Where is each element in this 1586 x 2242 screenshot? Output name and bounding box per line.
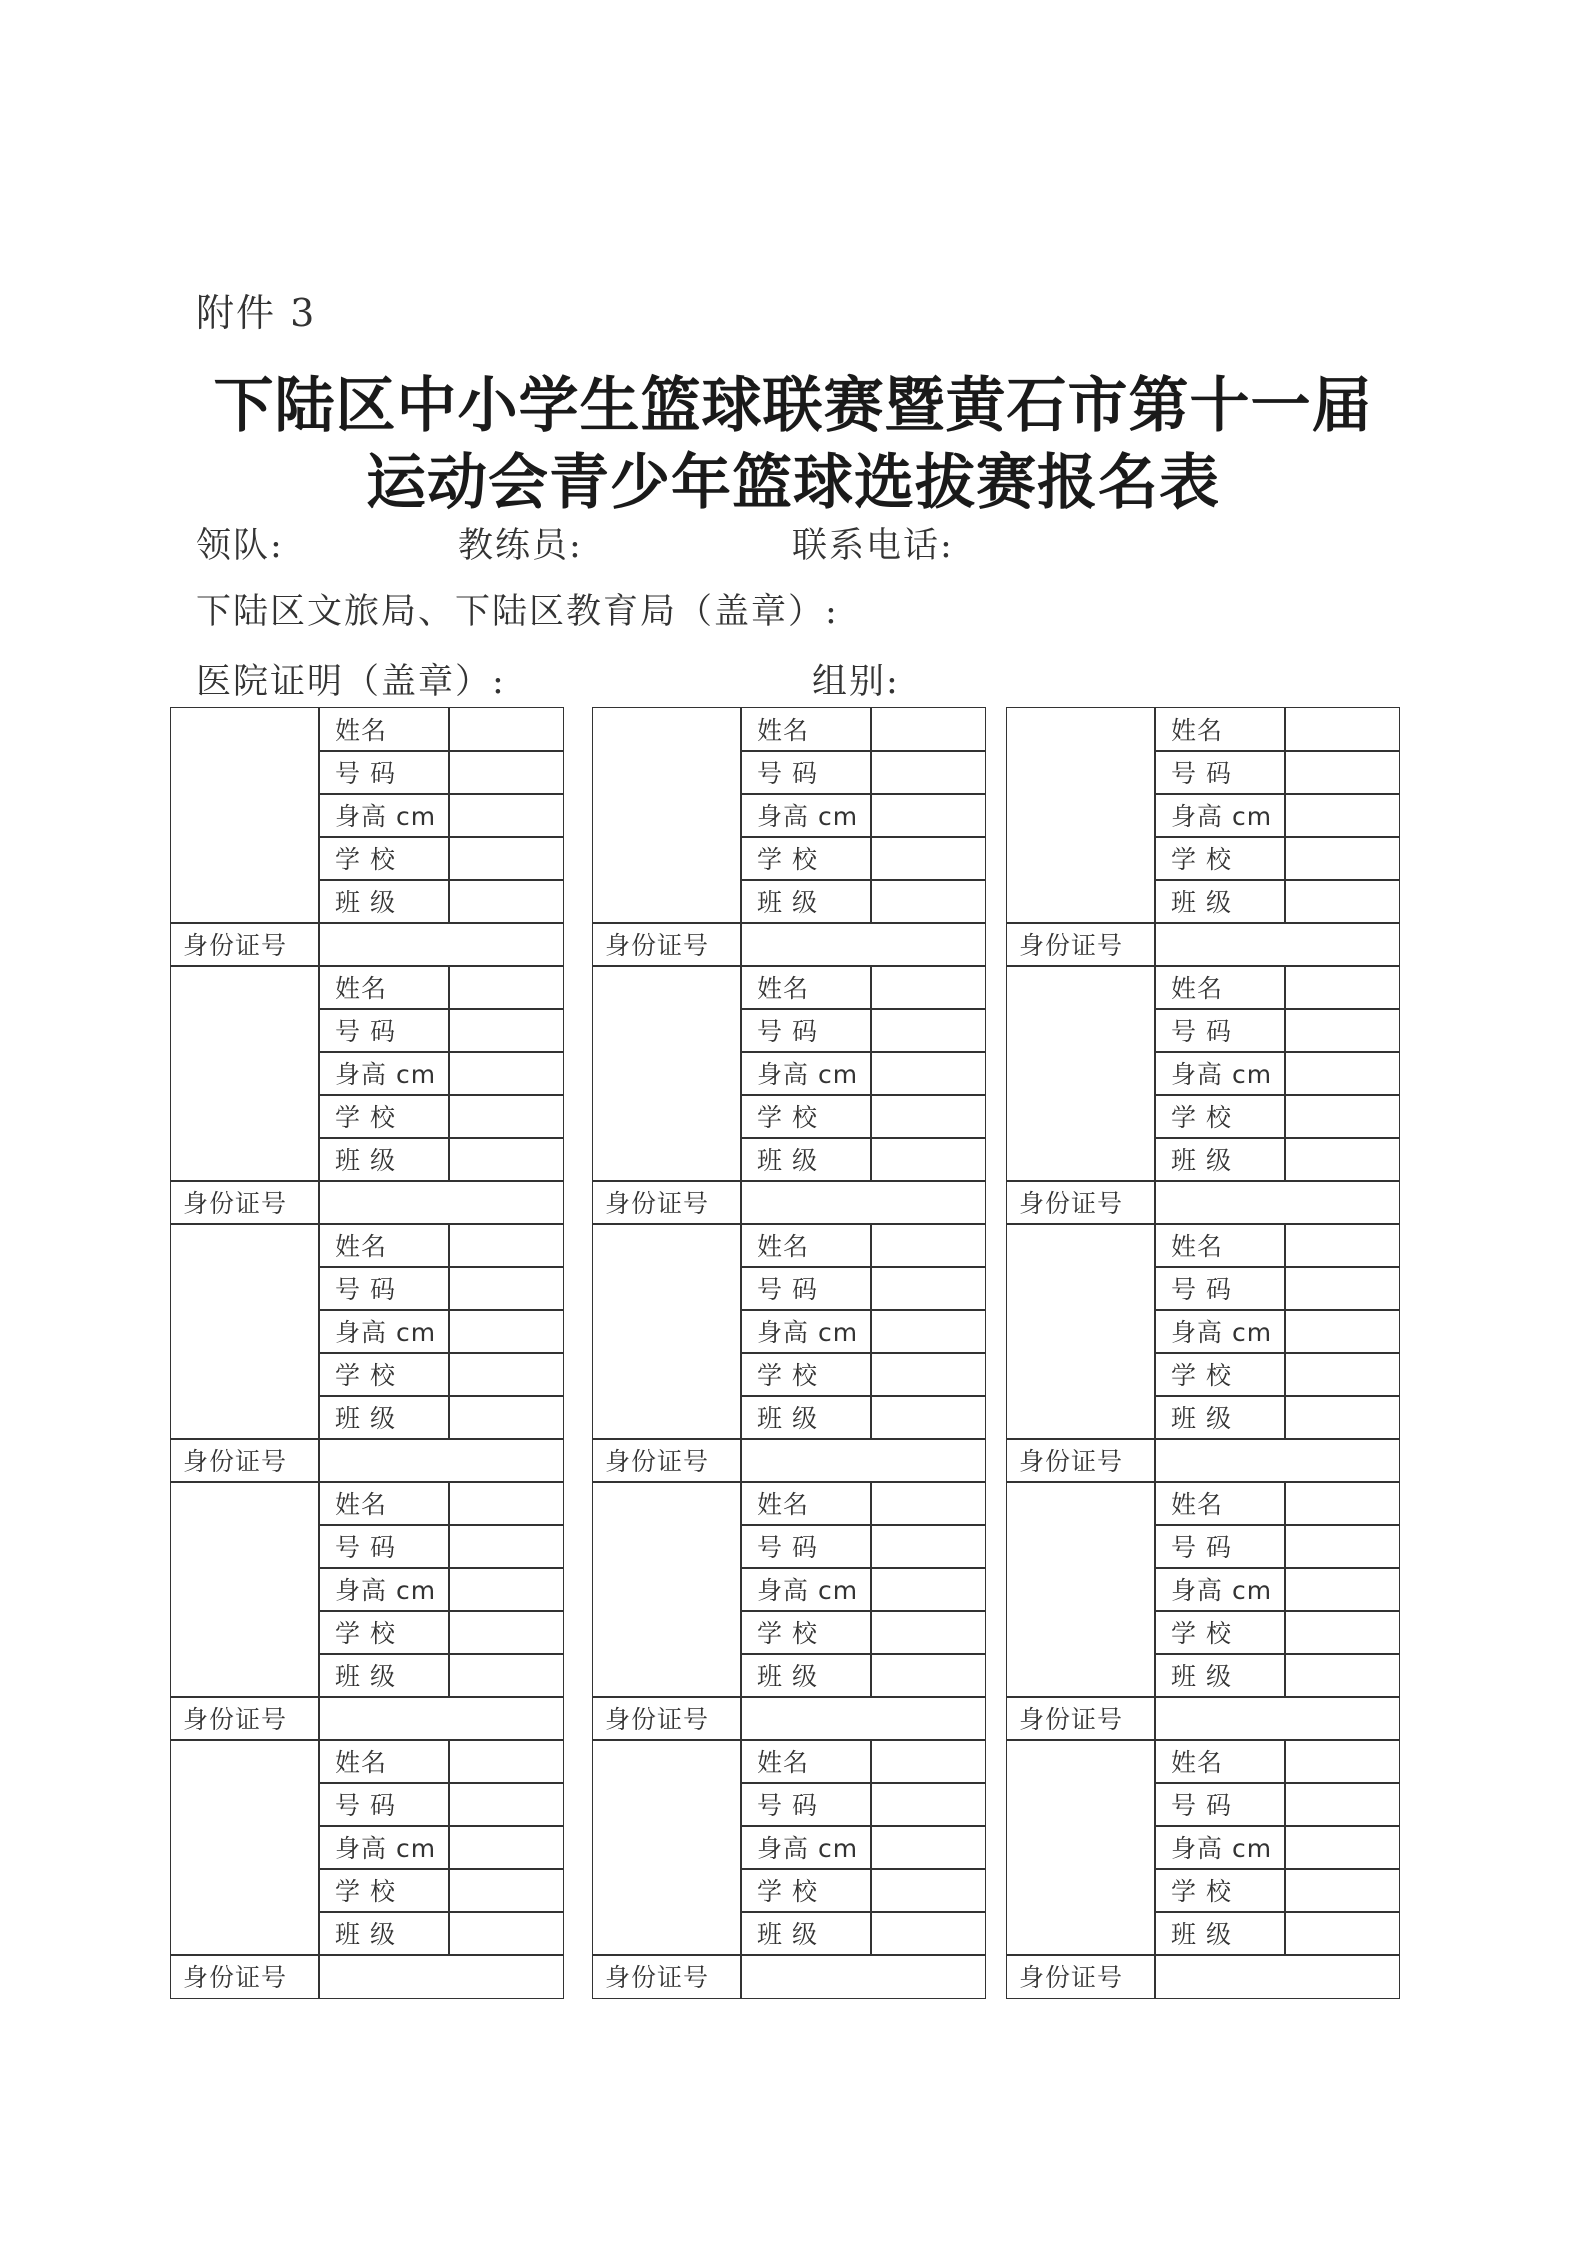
input-class[interactable] (870, 879, 986, 924)
label-number: 号 码 (1154, 1008, 1286, 1053)
label-school: 学 校 (740, 1610, 872, 1655)
input-height[interactable] (870, 1825, 986, 1870)
input-number[interactable] (448, 1782, 564, 1827)
input-number[interactable] (448, 750, 564, 795)
input-class[interactable] (870, 1911, 986, 1956)
hospital-stamp-label: 医院证明（盖章）: (196, 662, 506, 702)
player-photo-box[interactable] (170, 1739, 320, 1956)
label-class: 班 级 (740, 1911, 872, 1956)
input-class[interactable] (448, 879, 564, 924)
label-name: 姓名 (318, 707, 450, 752)
input-class[interactable] (1284, 879, 1400, 924)
label-school: 学 校 (1154, 1352, 1286, 1397)
label-number: 号 码 (740, 1524, 872, 1569)
input-number[interactable] (870, 1524, 986, 1569)
input-id-number[interactable] (1154, 922, 1400, 967)
label-school: 学 校 (318, 1610, 450, 1655)
input-height[interactable] (448, 1309, 564, 1354)
input-id-number[interactable] (318, 1180, 564, 1225)
label-name: 姓名 (1154, 1481, 1286, 1526)
player-photo-box[interactable] (592, 1739, 742, 1956)
input-number[interactable] (1284, 750, 1400, 795)
player-photo-box[interactable] (592, 1481, 742, 1698)
label-id-number: 身份证号 (170, 1180, 320, 1225)
input-name[interactable] (448, 707, 564, 752)
input-id-number[interactable] (740, 1954, 986, 1999)
label-id-number: 身份证号 (170, 922, 320, 967)
input-height[interactable] (1284, 793, 1400, 838)
input-school[interactable] (448, 836, 564, 881)
input-school[interactable] (1284, 1352, 1400, 1397)
bureau-stamp-label: 下陆区文旅局、下陆区教育局（盖章）: (196, 592, 839, 632)
input-class[interactable] (1284, 1911, 1400, 1956)
player-column-1 (170, 707, 562, 1997)
input-name[interactable] (870, 1481, 986, 1526)
player-photo-box[interactable] (592, 1223, 742, 1440)
input-class[interactable] (870, 1653, 986, 1698)
input-class[interactable] (1284, 1137, 1400, 1182)
coach-field-label: 教练员: (458, 526, 583, 566)
label-class: 班 级 (1154, 879, 1286, 924)
input-school[interactable] (870, 1094, 986, 1139)
label-school: 学 校 (740, 836, 872, 881)
player-photo-box[interactable] (170, 707, 320, 924)
label-number: 号 码 (318, 750, 450, 795)
label-id-number: 身份证号 (592, 1438, 742, 1483)
label-number: 号 码 (1154, 1782, 1286, 1827)
input-name[interactable] (870, 965, 986, 1010)
input-number[interactable] (448, 1008, 564, 1053)
input-school[interactable] (448, 1094, 564, 1139)
input-school[interactable] (448, 1352, 564, 1397)
input-height[interactable] (870, 793, 986, 838)
form-title-line-1: 下陆区中小学生篮球联赛暨黄石市第十一届 (213, 371, 1373, 441)
input-id-number[interactable] (740, 1438, 986, 1483)
label-id-number: 身份证号 (1006, 1438, 1156, 1483)
input-school[interactable] (1284, 1868, 1400, 1913)
label-height: 身高 cm (318, 1309, 450, 1354)
input-height[interactable] (870, 1567, 986, 1612)
input-name[interactable] (1284, 1223, 1400, 1268)
input-name[interactable] (448, 1481, 564, 1526)
input-name[interactable] (870, 1223, 986, 1268)
input-height[interactable] (448, 793, 564, 838)
label-height: 身高 cm (318, 1051, 450, 1096)
input-id-number[interactable] (740, 1180, 986, 1225)
input-height[interactable] (870, 1051, 986, 1096)
input-height[interactable] (448, 1051, 564, 1096)
input-height[interactable] (1284, 1309, 1400, 1354)
input-class[interactable] (870, 1137, 986, 1182)
label-class: 班 级 (1154, 1653, 1286, 1698)
input-height[interactable] (448, 1567, 564, 1612)
player-photo-box[interactable] (1006, 1739, 1156, 1956)
input-number[interactable] (870, 750, 986, 795)
input-number[interactable] (1284, 1782, 1400, 1827)
player-photo-box[interactable] (170, 1481, 320, 1698)
input-school[interactable] (448, 1868, 564, 1913)
label-id-number: 身份证号 (1006, 922, 1156, 967)
label-class: 班 级 (1154, 1137, 1286, 1182)
player-column-2 (592, 707, 984, 1997)
label-class: 班 级 (318, 1911, 450, 1956)
label-name: 姓名 (740, 707, 872, 752)
label-school: 学 校 (1154, 1094, 1286, 1139)
player-photo-box[interactable] (1006, 1481, 1156, 1698)
input-school[interactable] (870, 1352, 986, 1397)
label-name: 姓名 (318, 965, 450, 1010)
input-id-number[interactable] (318, 1954, 564, 1999)
input-name[interactable] (1284, 707, 1400, 752)
input-school[interactable] (870, 1610, 986, 1655)
input-school[interactable] (1284, 836, 1400, 881)
label-name: 姓名 (318, 1739, 450, 1784)
input-school[interactable] (870, 1868, 986, 1913)
input-name[interactable] (448, 1223, 564, 1268)
label-height: 身高 cm (740, 1051, 872, 1096)
label-id-number: 身份证号 (592, 1954, 742, 1999)
label-class: 班 级 (318, 879, 450, 924)
label-id-number: 身份证号 (592, 1696, 742, 1741)
input-number[interactable] (870, 1782, 986, 1827)
input-name[interactable] (448, 965, 564, 1010)
input-id-number[interactable] (740, 1696, 986, 1741)
label-height: 身高 cm (1154, 1309, 1286, 1354)
input-name[interactable] (870, 707, 986, 752)
input-school[interactable] (1284, 1610, 1400, 1655)
label-class: 班 级 (318, 1653, 450, 1698)
label-class: 班 级 (740, 1395, 872, 1440)
player-column-3 (1006, 707, 1398, 1997)
label-height: 身高 cm (740, 793, 872, 838)
label-height: 身高 cm (1154, 1051, 1286, 1096)
label-class: 班 级 (740, 1653, 872, 1698)
input-school[interactable] (448, 1610, 564, 1655)
input-height[interactable] (1284, 1567, 1400, 1612)
input-class[interactable] (448, 1911, 564, 1956)
label-id-number: 身份证号 (1006, 1696, 1156, 1741)
label-height: 身高 cm (1154, 1567, 1286, 1612)
label-class: 班 级 (318, 1395, 450, 1440)
player-photo-box[interactable] (170, 1223, 320, 1440)
label-number: 号 码 (318, 1524, 450, 1569)
input-number[interactable] (448, 1266, 564, 1311)
player-photo-box[interactable] (1006, 1223, 1156, 1440)
input-number[interactable] (1284, 1008, 1400, 1053)
input-number[interactable] (1284, 1524, 1400, 1569)
phone-field-label: 联系电话: (792, 526, 954, 566)
label-school: 学 校 (740, 1352, 872, 1397)
label-name: 姓名 (318, 1481, 450, 1526)
label-number: 号 码 (318, 1782, 450, 1827)
label-height: 身高 cm (740, 1825, 872, 1870)
player-photo-box[interactable] (1006, 707, 1156, 924)
input-id-number[interactable] (1154, 1954, 1400, 1999)
input-class[interactable] (1284, 1395, 1400, 1440)
label-school: 学 校 (318, 1868, 450, 1913)
input-id-number[interactable] (318, 922, 564, 967)
input-id-number[interactable] (1154, 1438, 1400, 1483)
label-id-number: 身份证号 (1006, 1954, 1156, 1999)
input-height[interactable] (870, 1309, 986, 1354)
input-class[interactable] (448, 1137, 564, 1182)
input-number[interactable] (870, 1008, 986, 1053)
label-school: 学 校 (318, 1352, 450, 1397)
attachment-number: 附件 3 (196, 291, 317, 335)
input-class[interactable] (1284, 1653, 1400, 1698)
label-class: 班 级 (740, 879, 872, 924)
label-height: 身高 cm (1154, 1825, 1286, 1870)
label-number: 号 码 (740, 1008, 872, 1053)
label-school: 学 校 (1154, 1868, 1286, 1913)
input-number[interactable] (870, 1266, 986, 1311)
input-height[interactable] (1284, 1825, 1400, 1870)
label-name: 姓名 (1154, 1223, 1286, 1268)
input-id-number[interactable] (740, 922, 986, 967)
input-height[interactable] (448, 1825, 564, 1870)
label-school: 学 校 (740, 1868, 872, 1913)
input-id-number[interactable] (318, 1696, 564, 1741)
label-school: 学 校 (1154, 836, 1286, 881)
label-number: 号 码 (1154, 1266, 1286, 1311)
label-name: 姓名 (740, 1481, 872, 1526)
label-number: 号 码 (740, 1266, 872, 1311)
label-name: 姓名 (740, 1223, 872, 1268)
group-field-label: 组别: (812, 662, 900, 702)
input-name[interactable] (1284, 1739, 1400, 1784)
label-id-number: 身份证号 (170, 1954, 320, 1999)
label-height: 身高 cm (318, 1567, 450, 1612)
input-school[interactable] (870, 836, 986, 881)
input-name[interactable] (870, 1739, 986, 1784)
label-number: 号 码 (318, 1266, 450, 1311)
input-height[interactable] (1284, 1051, 1400, 1096)
label-height: 身高 cm (318, 793, 450, 838)
input-name[interactable] (1284, 1481, 1400, 1526)
player-photo-box[interactable] (170, 965, 320, 1182)
label-school: 学 校 (318, 1094, 450, 1139)
label-school: 学 校 (1154, 1610, 1286, 1655)
label-name: 姓名 (740, 965, 872, 1010)
label-number: 号 码 (740, 750, 872, 795)
label-number: 号 码 (318, 1008, 450, 1053)
input-name[interactable] (1284, 965, 1400, 1010)
label-height: 身高 cm (740, 1309, 872, 1354)
input-number[interactable] (448, 1524, 564, 1569)
label-school: 学 校 (740, 1094, 872, 1139)
input-id-number[interactable] (318, 1438, 564, 1483)
label-id-number: 身份证号 (592, 1180, 742, 1225)
input-class[interactable] (870, 1395, 986, 1440)
input-id-number[interactable] (1154, 1180, 1400, 1225)
label-class: 班 级 (318, 1137, 450, 1182)
label-id-number: 身份证号 (170, 1438, 320, 1483)
input-class[interactable] (448, 1395, 564, 1440)
label-class: 班 级 (1154, 1395, 1286, 1440)
label-name: 姓名 (1154, 965, 1286, 1010)
label-number: 号 码 (1154, 750, 1286, 795)
input-school[interactable] (1284, 1094, 1400, 1139)
label-name: 姓名 (1154, 1739, 1286, 1784)
label-id-number: 身份证号 (170, 1696, 320, 1741)
form-title-line-2: 运动会青少年篮球选拔赛报名表 (366, 448, 1220, 518)
player-photo-box[interactable] (592, 965, 742, 1182)
input-id-number[interactable] (1154, 1696, 1400, 1741)
label-number: 号 码 (740, 1782, 872, 1827)
label-school: 学 校 (318, 836, 450, 881)
leader-field-label: 领队: (196, 526, 284, 566)
label-id-number: 身份证号 (1006, 1180, 1156, 1225)
input-class[interactable] (448, 1653, 564, 1698)
input-name[interactable] (448, 1739, 564, 1784)
label-id-number: 身份证号 (592, 922, 742, 967)
label-class: 班 级 (1154, 1911, 1286, 1956)
label-height: 身高 cm (1154, 793, 1286, 838)
input-number[interactable] (1284, 1266, 1400, 1311)
label-name: 姓名 (740, 1739, 872, 1784)
label-class: 班 级 (740, 1137, 872, 1182)
player-photo-box[interactable] (1006, 965, 1156, 1182)
label-number: 号 码 (1154, 1524, 1286, 1569)
label-height: 身高 cm (740, 1567, 872, 1612)
label-name: 姓名 (1154, 707, 1286, 752)
player-photo-box[interactable] (592, 707, 742, 924)
label-name: 姓名 (318, 1223, 450, 1268)
label-height: 身高 cm (318, 1825, 450, 1870)
